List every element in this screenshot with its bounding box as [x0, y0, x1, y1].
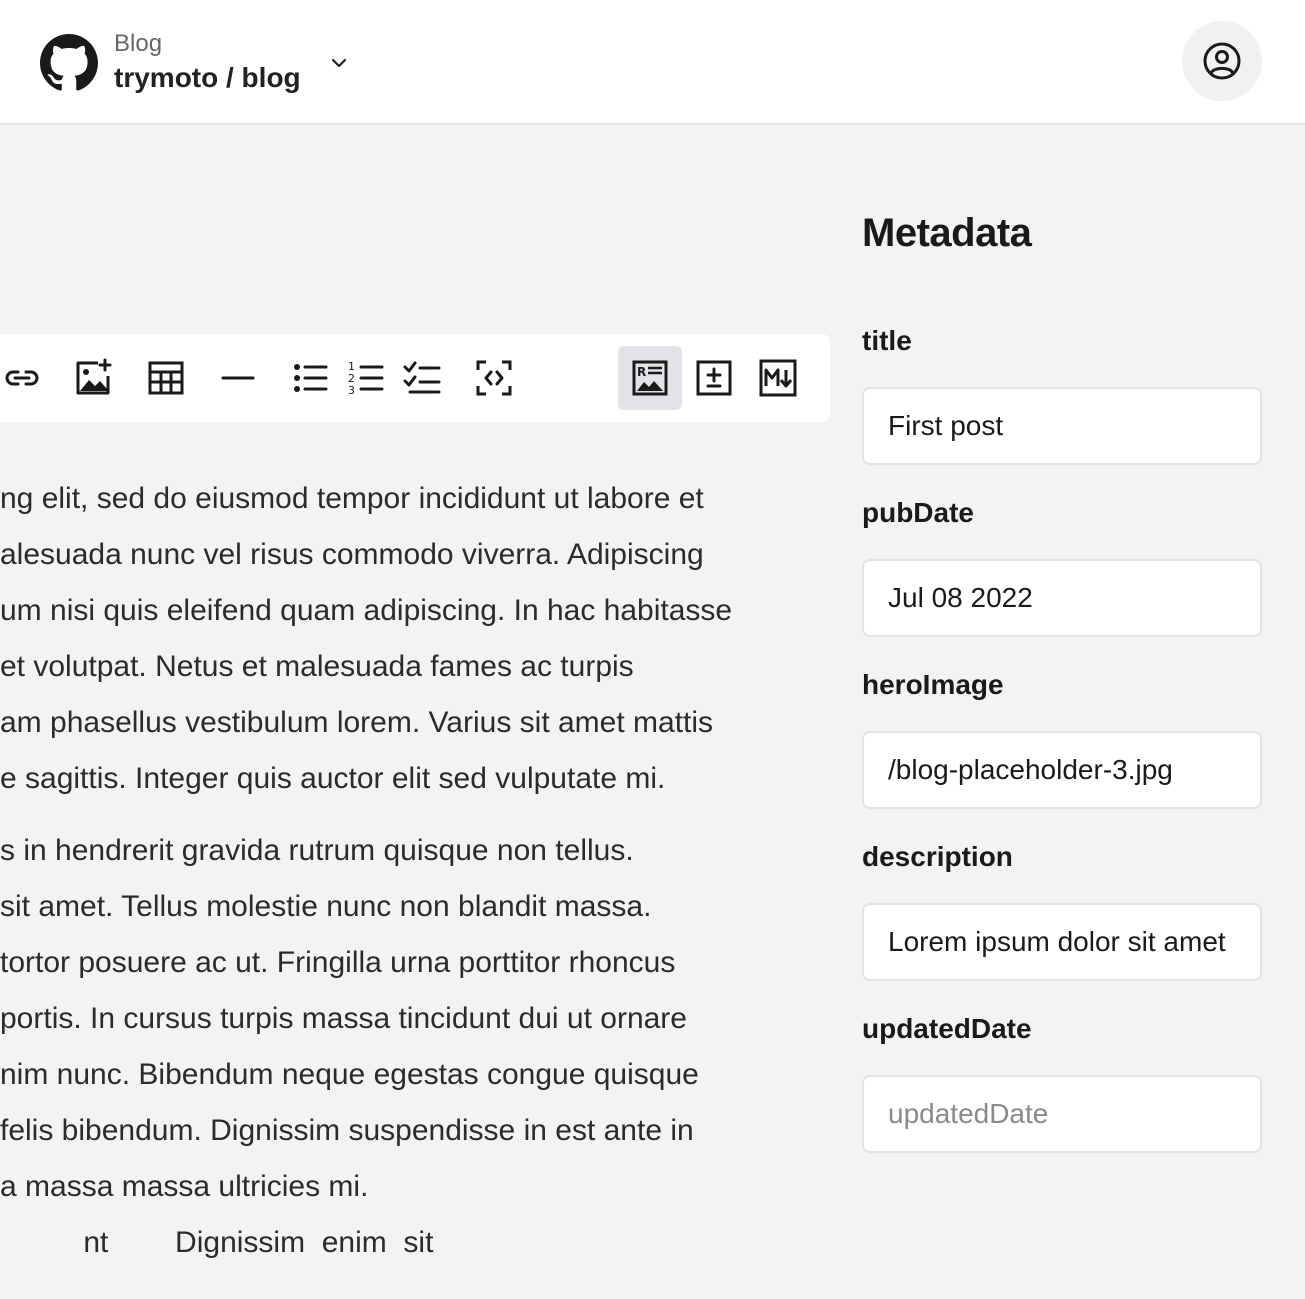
paragraph	[0, 823, 840, 1215]
text-line: am phasellus vestibulum lorem. Varius sit amet mattis	[0, 706, 714, 739]
editor-content[interactable]	[0, 471, 840, 1271]
markdown-editor[interactable]	[0, 125, 840, 1299]
text-line: a massa massa ultricies mi.	[0, 1170, 369, 1203]
diff-icon	[694, 358, 734, 398]
task-list-icon	[402, 358, 442, 398]
insert-table-button[interactable]	[134, 346, 198, 410]
field-pubdate	[862, 493, 1262, 637]
diff-toggle-button[interactable]	[682, 346, 746, 410]
horizontal-rule-icon	[218, 358, 258, 398]
horizontal-rule-button[interactable]	[206, 346, 270, 410]
paragraph	[0, 1215, 840, 1271]
repo-name: trymoto / blog	[114, 62, 301, 93]
field-label: title	[862, 325, 912, 356]
text-line: portis. In cursus turpis massa tincidunt dui ut ornare	[0, 1002, 687, 1035]
svg-text:1: 1	[348, 360, 355, 373]
paragraph	[0, 471, 840, 807]
editor-toolbar	[0, 334, 830, 422]
field-label: description	[862, 841, 1013, 872]
chevron-down-icon	[329, 53, 349, 73]
pubdate-input[interactable]	[862, 559, 1262, 637]
field-description	[862, 837, 1262, 981]
bullet-list-icon	[290, 358, 330, 398]
text-line: nim nunc. Bibendum neque egestas congue quisque	[0, 1058, 699, 1091]
code-block-button[interactable]	[462, 346, 526, 410]
user-menu-button[interactable]	[1182, 21, 1262, 101]
metadata-heading: Metadata	[862, 211, 1032, 255]
bullet-list-button[interactable]	[278, 346, 342, 410]
text-line: s in hendrerit gravida rutrum quisque non tellus.	[0, 834, 634, 867]
field-title	[862, 321, 1262, 465]
field-label: pubDate	[862, 497, 974, 528]
ordered-list-button[interactable]	[334, 346, 398, 410]
preview-toggle-button[interactable]	[618, 346, 682, 410]
link-button[interactable]	[0, 346, 54, 410]
text-line: e sagittis. Integer quis auctor elit sed vulputate mi.	[0, 762, 666, 795]
field-heroimage	[862, 665, 1262, 809]
user-circle-icon	[1202, 41, 1242, 81]
text-line: felis bibendum. Dignissim suspendisse in est ante in	[0, 1114, 694, 1147]
ordered-list-icon	[346, 358, 386, 398]
repo-switcher[interactable]	[40, 28, 349, 98]
field-label: updatedDate	[862, 1013, 1032, 1044]
link-icon	[2, 358, 42, 398]
svg-text:R: R	[637, 365, 647, 379]
task-list-button[interactable]	[390, 346, 454, 410]
insert-image-button[interactable]	[62, 346, 126, 410]
text-line: ng elit, sed do eiusmod tempor incididunt ut labore et	[0, 482, 704, 515]
image-add-icon	[74, 358, 114, 398]
repo-label: Blog	[114, 30, 163, 57]
code-block-icon	[474, 358, 514, 398]
preview-icon	[630, 358, 670, 398]
table-icon	[146, 358, 186, 398]
markdown-icon	[758, 358, 798, 398]
text-line: sit amet. Tellus molestie nunc non blandit massa.	[0, 890, 652, 923]
heroimage-input[interactable]	[862, 731, 1262, 809]
updateddate-input[interactable]	[862, 1075, 1262, 1153]
text-line: et volutpat. Netus et malesuada fames ac turpis	[0, 650, 634, 683]
description-input[interactable]	[862, 903, 1262, 981]
app-header	[0, 0, 1305, 125]
text-line: tortor posuere ac ut. Fringilla urna porttitor rhoncus	[0, 946, 676, 979]
title-input[interactable]	[862, 387, 1262, 465]
field-label: heroImage	[862, 669, 1004, 700]
field-updateddate	[862, 1009, 1262, 1153]
markdown-mode-button[interactable]	[746, 346, 810, 410]
svg-text:2: 2	[348, 372, 355, 385]
text-line: alesuada nunc vel risus commodo viverra. Adipiscing	[0, 538, 704, 571]
svg-text:3: 3	[348, 384, 355, 397]
text-line: um nisi quis eleifend quam adipiscing. In hac habitasse	[0, 594, 733, 627]
github-icon	[40, 34, 98, 92]
text-line: nt Dignissim enim sit	[0, 1226, 434, 1259]
